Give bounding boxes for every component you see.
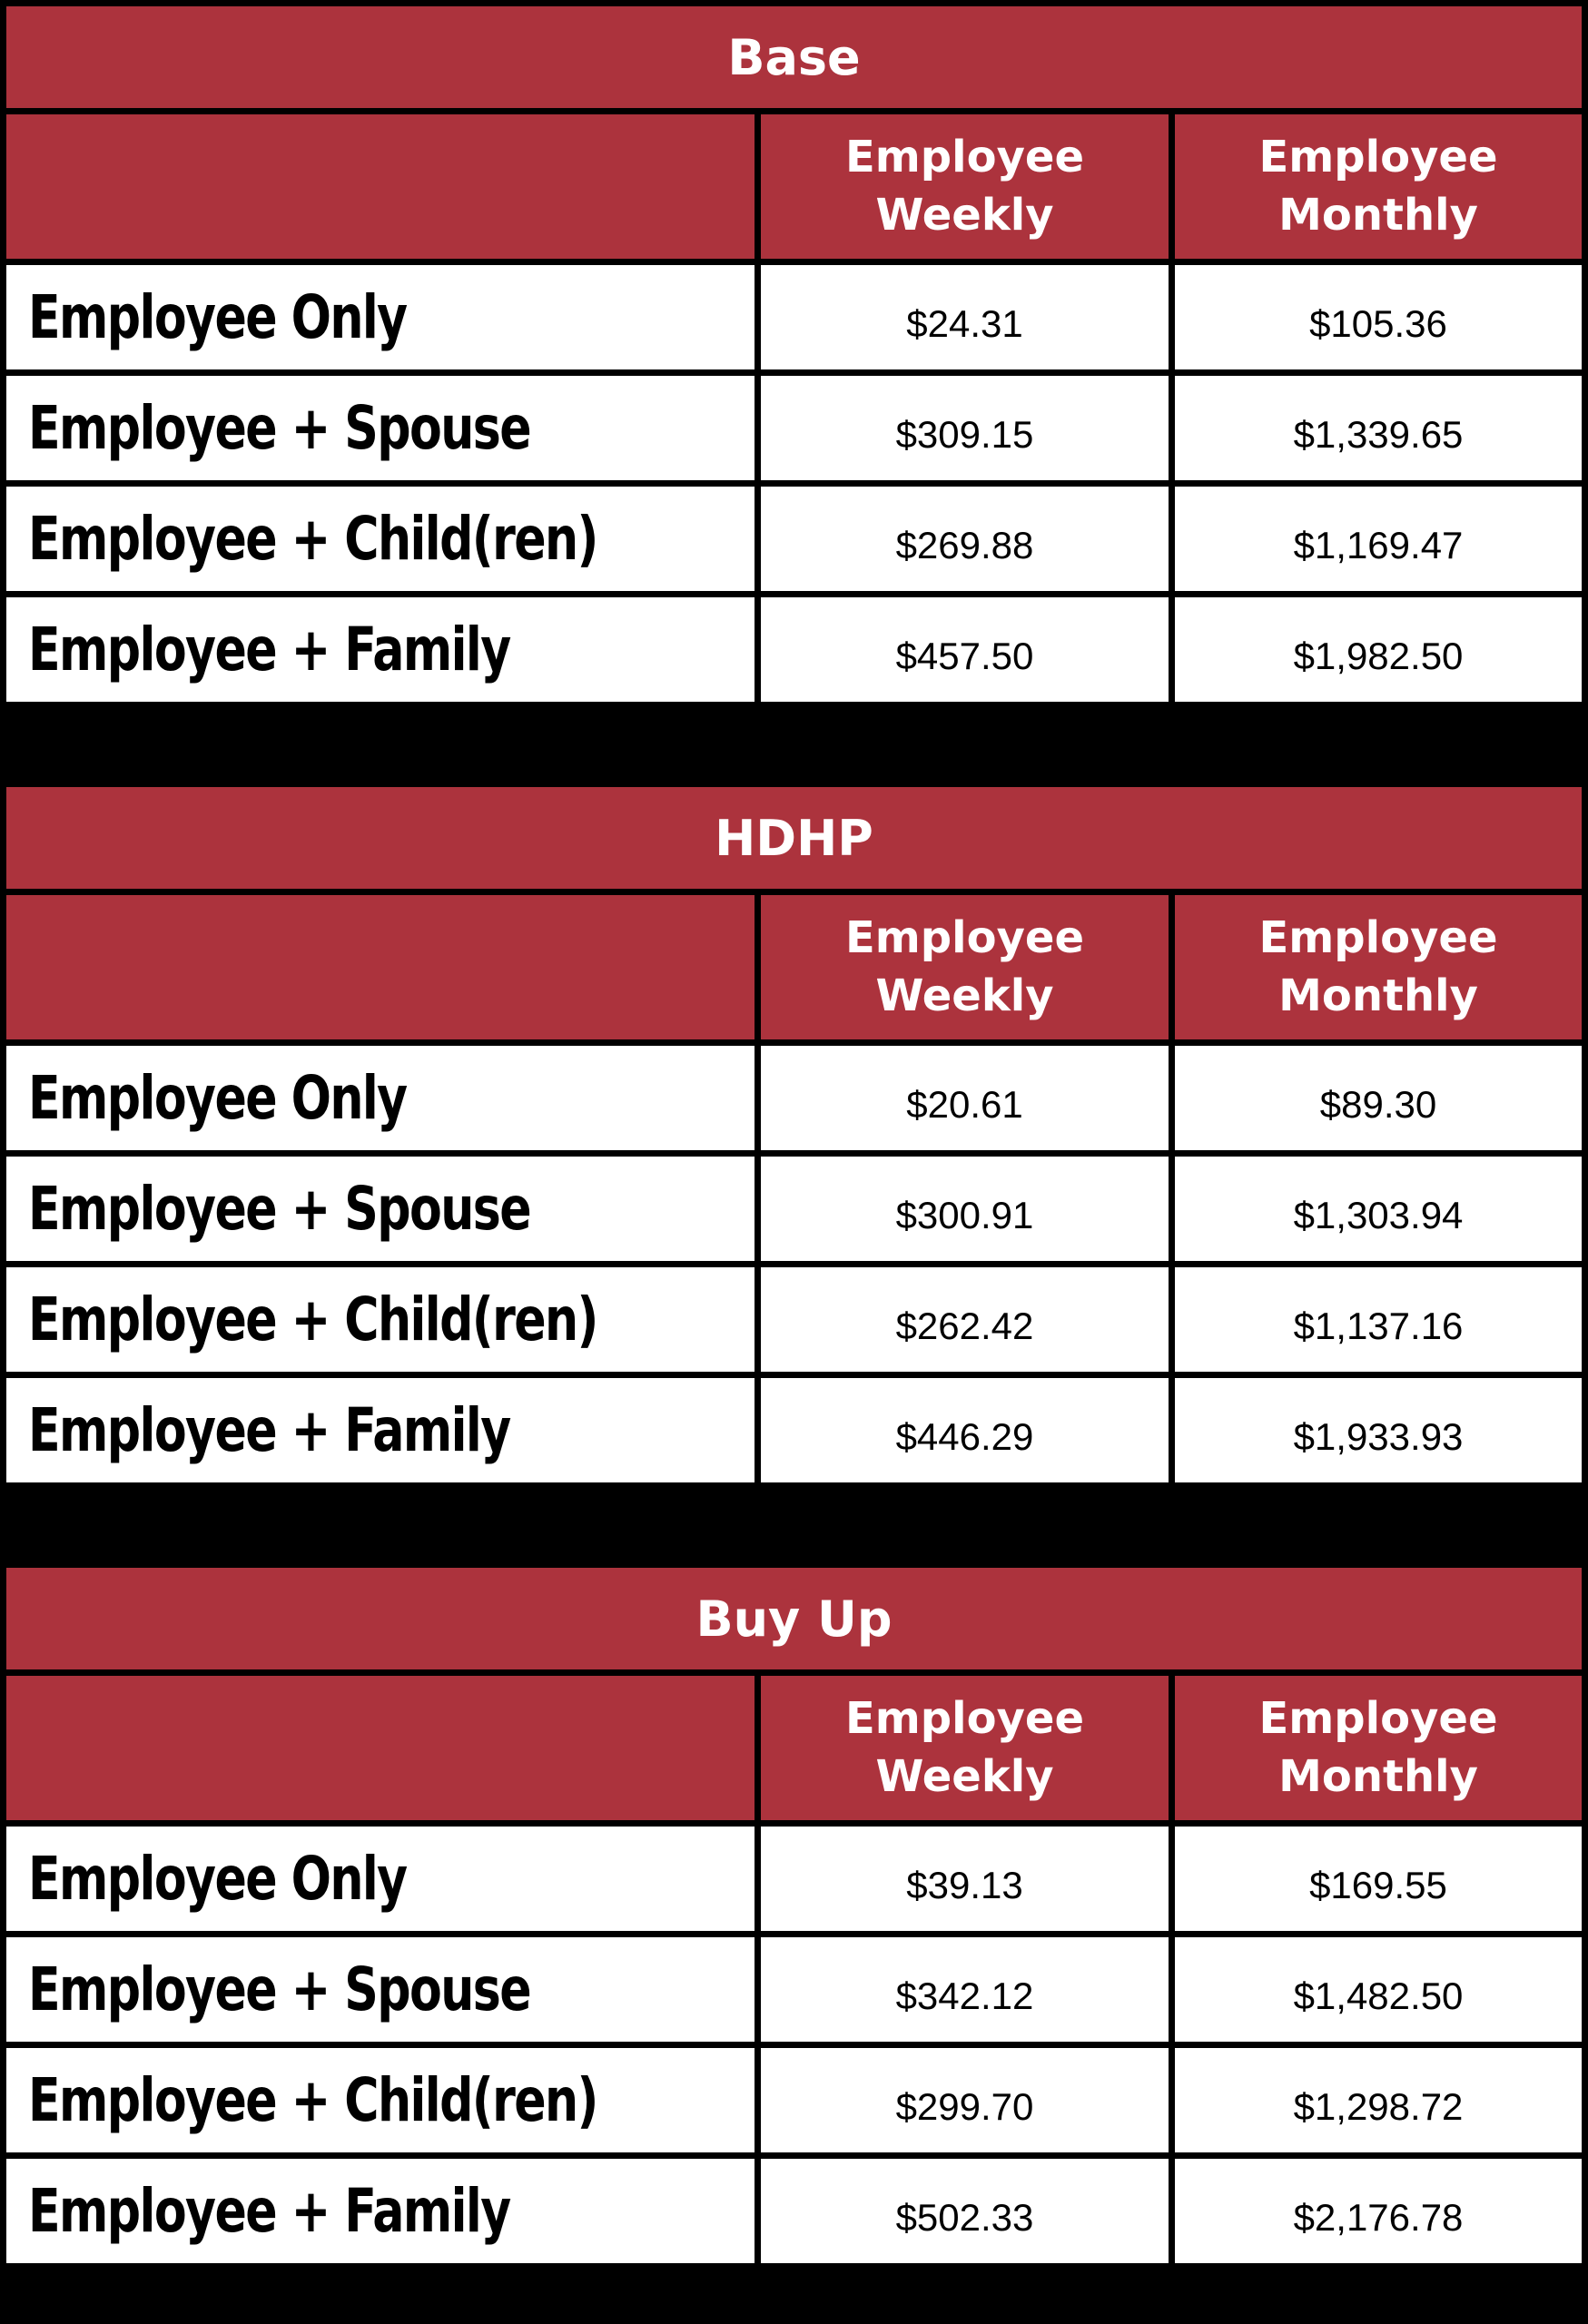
row-label-employee-spouse: [6, 1937, 755, 2042]
col-header-employee-monthly: [1175, 895, 1582, 1039]
col-header-employee-weekly: [761, 895, 1169, 1039]
row-label-text: Employee + Family: [28, 1395, 510, 1465]
weekly-value: $269.88: [761, 487, 1169, 591]
monthly-value: $1,482.50: [1175, 1937, 1582, 2042]
col-header-employee-weekly-label: Employee Weekly: [845, 132, 1084, 241]
corner-cell: [6, 114, 755, 259]
row-label-text: Employee + Spouse: [28, 1955, 531, 2024]
weekly-value: $457.50: [761, 597, 1169, 702]
row-label-employee-family: [6, 1378, 755, 1482]
row-label-text: Employee + Child(ren): [28, 1285, 597, 1354]
monthly-value: $1,339.65: [1175, 376, 1582, 480]
row-label-employee-family: [6, 597, 755, 702]
row-label-text: Employee + Child(ren): [28, 2065, 597, 2135]
row-label-text: Employee + Spouse: [28, 393, 531, 463]
row-label-text: Employee + Family: [28, 2176, 510, 2246]
row-label-text: Employee Only: [28, 1844, 407, 1914]
monthly-value: $2,176.78: [1175, 2159, 1582, 2263]
col-header-employee-monthly: [1175, 114, 1582, 259]
weekly-value: $299.70: [761, 2048, 1169, 2152]
monthly-value: $1,169.47: [1175, 487, 1582, 591]
row-label-employee-only: [6, 1827, 755, 1931]
monthly-value: $105.36: [1175, 265, 1582, 369]
weekly-value: $262.42: [761, 1267, 1169, 1372]
row-label-text: Employee + Child(ren): [28, 504, 597, 574]
plan-title-buy-up: Buy Up: [6, 1568, 1582, 1669]
row-label-employee-children: [6, 2048, 755, 2152]
plan-table-buy-up: [0, 1561, 1588, 2270]
row-label-text: Employee + Spouse: [28, 1174, 531, 1244]
row-label-employee-spouse: [6, 1157, 755, 1261]
row-label-text: Employee + Family: [28, 615, 510, 684]
plan-title-base: Base: [6, 6, 1582, 108]
col-header-employee-monthly: [1175, 1676, 1582, 1820]
corner-cell: [6, 1676, 755, 1820]
weekly-value: $309.15: [761, 376, 1169, 480]
col-header-employee-monthly-label: Employee Monthly: [1258, 1693, 1498, 1802]
weekly-value: $20.61: [761, 1046, 1169, 1150]
weekly-value: $342.12: [761, 1937, 1169, 2042]
corner-cell: [6, 895, 755, 1039]
row-label-employee-children: [6, 487, 755, 591]
row-label-text: Employee Only: [28, 282, 407, 352]
col-header-employee-weekly-label: Employee Weekly: [845, 1693, 1084, 1802]
plan-table-hdhp: [0, 781, 1588, 1489]
row-label-employee-only: [6, 1046, 755, 1150]
monthly-value: $89.30: [1175, 1046, 1582, 1150]
row-label-employee-family: [6, 2159, 755, 2263]
monthly-value: $1,933.93: [1175, 1378, 1582, 1482]
monthly-value: $1,298.72: [1175, 2048, 1582, 2152]
weekly-value: $24.31: [761, 265, 1169, 369]
plan-table-base: [0, 0, 1588, 708]
plan-title-hdhp: HDHP: [6, 787, 1582, 889]
row-label-employee-only: [6, 265, 755, 369]
monthly-value: $1,303.94: [1175, 1157, 1582, 1261]
monthly-value: $169.55: [1175, 1827, 1582, 1931]
col-header-employee-monthly-label: Employee Monthly: [1258, 912, 1498, 1021]
weekly-value: $502.33: [761, 2159, 1169, 2263]
col-header-employee-monthly-label: Employee Monthly: [1258, 132, 1498, 241]
weekly-value: $39.13: [761, 1827, 1169, 1931]
row-label-employee-spouse: [6, 376, 755, 480]
col-header-employee-weekly: [761, 1676, 1169, 1820]
weekly-value: $300.91: [761, 1157, 1169, 1261]
weekly-value: $446.29: [761, 1378, 1169, 1482]
row-label-employee-children: [6, 1267, 755, 1372]
col-header-employee-weekly-label: Employee Weekly: [845, 912, 1084, 1021]
row-label-text: Employee Only: [28, 1063, 407, 1133]
col-header-employee-weekly: [761, 114, 1169, 259]
monthly-value: $1,982.50: [1175, 597, 1582, 702]
monthly-value: $1,137.16: [1175, 1267, 1582, 1372]
